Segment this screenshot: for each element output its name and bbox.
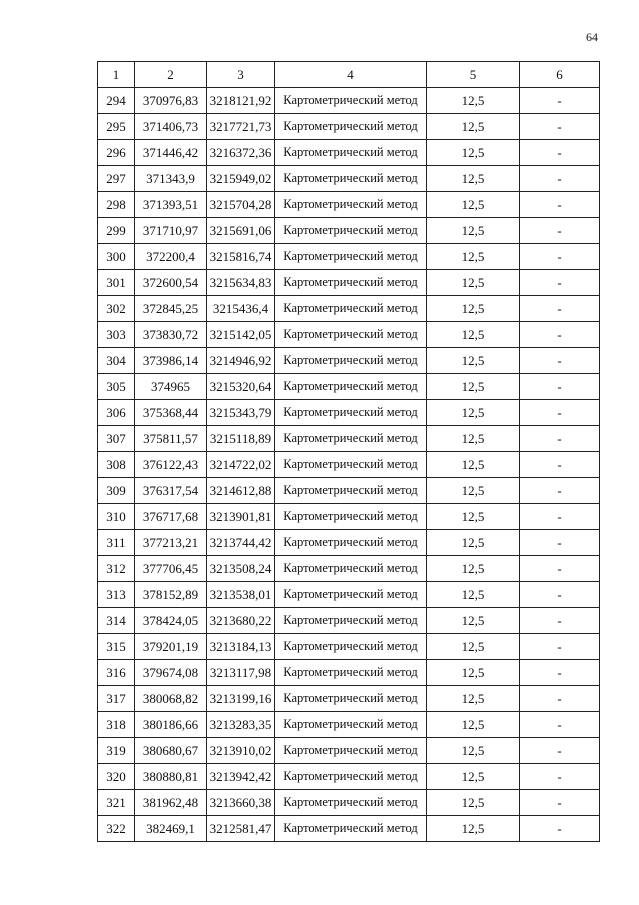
accuracy-cell: 12,5 xyxy=(427,270,520,296)
y-coordinate-cell: 3213660,38 xyxy=(207,790,275,816)
y-coordinate-cell: 3213910,02 xyxy=(207,738,275,764)
method-cell: Картометрический метод xyxy=(275,712,427,738)
accuracy-cell: 12,5 xyxy=(427,322,520,348)
accuracy-cell: 12,5 xyxy=(427,582,520,608)
accuracy-cell: 12,5 xyxy=(427,530,520,556)
accuracy-cell: 12,5 xyxy=(427,348,520,374)
table-row xyxy=(98,244,600,270)
note-cell: - xyxy=(520,634,600,660)
y-coordinate-cell: 3213508,24 xyxy=(207,556,275,582)
accuracy-cell: 12,5 xyxy=(427,88,520,114)
method-cell: Картометрический метод xyxy=(275,166,427,192)
x-coordinate-cell: 370976,83 xyxy=(135,88,207,114)
y-coordinate-cell: 3215118,89 xyxy=(207,426,275,452)
x-coordinate-cell: 371343,9 xyxy=(135,166,207,192)
x-coordinate-cell: 372600,54 xyxy=(135,270,207,296)
accuracy-cell: 12,5 xyxy=(427,296,520,322)
table-header-row xyxy=(98,62,600,88)
column-header: 3 xyxy=(207,62,275,88)
y-coordinate-cell: 3217721,73 xyxy=(207,114,275,140)
table-row xyxy=(98,712,600,738)
page-number: 64 xyxy=(586,30,598,44)
note-cell: - xyxy=(520,686,600,712)
x-coordinate-cell: 378424,05 xyxy=(135,608,207,634)
x-coordinate-cell: 381962,48 xyxy=(135,790,207,816)
note-cell: - xyxy=(520,374,600,400)
point-number-cell: 318 xyxy=(98,712,135,738)
x-coordinate-cell: 375368,44 xyxy=(135,400,207,426)
point-number-cell: 310 xyxy=(98,504,135,530)
note-cell: - xyxy=(520,218,600,244)
y-coordinate-cell: 3215949,02 xyxy=(207,166,275,192)
note-cell: - xyxy=(520,738,600,764)
y-coordinate-cell: 3214722,02 xyxy=(207,452,275,478)
x-coordinate-cell: 377213,21 xyxy=(135,530,207,556)
method-cell: Картометрический метод xyxy=(275,660,427,686)
table-row xyxy=(98,452,600,478)
table-row xyxy=(98,608,600,634)
accuracy-cell: 12,5 xyxy=(427,244,520,270)
table-row xyxy=(98,88,600,114)
note-cell: - xyxy=(520,608,600,634)
y-coordinate-cell: 3214612,88 xyxy=(207,478,275,504)
note-cell: - xyxy=(520,400,600,426)
y-coordinate-cell: 3213942,42 xyxy=(207,764,275,790)
note-cell: - xyxy=(520,114,600,140)
accuracy-cell: 12,5 xyxy=(427,660,520,686)
accuracy-cell: 12,5 xyxy=(427,114,520,140)
method-cell: Картометрический метод xyxy=(275,374,427,400)
accuracy-cell: 12,5 xyxy=(427,452,520,478)
method-cell: Картометрический метод xyxy=(275,244,427,270)
x-coordinate-cell: 373830,72 xyxy=(135,322,207,348)
y-coordinate-cell: 3213744,42 xyxy=(207,530,275,556)
accuracy-cell: 12,5 xyxy=(427,374,520,400)
note-cell: - xyxy=(520,816,600,842)
x-coordinate-cell: 376122,43 xyxy=(135,452,207,478)
point-number-cell: 312 xyxy=(98,556,135,582)
column-header: 2 xyxy=(135,62,207,88)
x-coordinate-cell: 379674,08 xyxy=(135,660,207,686)
note-cell: - xyxy=(520,270,600,296)
method-cell: Картометрический метод xyxy=(275,192,427,218)
point-number-cell: 305 xyxy=(98,374,135,400)
point-number-cell: 301 xyxy=(98,270,135,296)
accuracy-cell: 12,5 xyxy=(427,556,520,582)
method-cell: Картометрический метод xyxy=(275,218,427,244)
y-coordinate-cell: 3215634,83 xyxy=(207,270,275,296)
x-coordinate-cell: 376317,54 xyxy=(135,478,207,504)
note-cell: - xyxy=(520,426,600,452)
point-number-cell: 302 xyxy=(98,296,135,322)
x-coordinate-cell: 380880,81 xyxy=(135,764,207,790)
accuracy-cell: 12,5 xyxy=(427,218,520,244)
note-cell: - xyxy=(520,296,600,322)
x-coordinate-cell: 380068,82 xyxy=(135,686,207,712)
y-coordinate-cell: 3213538,01 xyxy=(207,582,275,608)
point-number-cell: 306 xyxy=(98,400,135,426)
y-coordinate-cell: 3213680,22 xyxy=(207,608,275,634)
accuracy-cell: 12,5 xyxy=(427,608,520,634)
accuracy-cell: 12,5 xyxy=(427,140,520,166)
table-row xyxy=(98,504,600,530)
note-cell: - xyxy=(520,582,600,608)
point-number-cell: 313 xyxy=(98,582,135,608)
table-row xyxy=(98,348,600,374)
x-coordinate-cell: 378152,89 xyxy=(135,582,207,608)
table-row xyxy=(98,270,600,296)
column-header: 6 xyxy=(520,62,600,88)
accuracy-cell: 12,5 xyxy=(427,738,520,764)
accuracy-cell: 12,5 xyxy=(427,192,520,218)
method-cell: Картометрический метод xyxy=(275,270,427,296)
point-number-cell: 314 xyxy=(98,608,135,634)
x-coordinate-cell: 373986,14 xyxy=(135,348,207,374)
table-row xyxy=(98,400,600,426)
y-coordinate-cell: 3213184,13 xyxy=(207,634,275,660)
method-cell: Картометрический метод xyxy=(275,322,427,348)
y-coordinate-cell: 3213283,35 xyxy=(207,712,275,738)
note-cell: - xyxy=(520,660,600,686)
table-body xyxy=(98,62,600,842)
point-number-cell: 321 xyxy=(98,790,135,816)
method-cell: Картометрический метод xyxy=(275,426,427,452)
point-number-cell: 303 xyxy=(98,322,135,348)
table-row xyxy=(98,192,600,218)
method-cell: Картометрический метод xyxy=(275,816,427,842)
note-cell: - xyxy=(520,556,600,582)
note-cell: - xyxy=(520,244,600,270)
column-header: 4 xyxy=(275,62,427,88)
table-row xyxy=(98,478,600,504)
note-cell: - xyxy=(520,790,600,816)
y-coordinate-cell: 3216372,36 xyxy=(207,140,275,166)
x-coordinate-cell: 371393,51 xyxy=(135,192,207,218)
point-number-cell: 299 xyxy=(98,218,135,244)
y-coordinate-cell: 3215142,05 xyxy=(207,322,275,348)
point-number-cell: 307 xyxy=(98,426,135,452)
table-row xyxy=(98,764,600,790)
accuracy-cell: 12,5 xyxy=(427,504,520,530)
accuracy-cell: 12,5 xyxy=(427,634,520,660)
table-row xyxy=(98,140,600,166)
method-cell: Картометрический метод xyxy=(275,686,427,712)
y-coordinate-cell: 3215320,64 xyxy=(207,374,275,400)
note-cell: - xyxy=(520,166,600,192)
point-number-cell: 298 xyxy=(98,192,135,218)
point-number-cell: 295 xyxy=(98,114,135,140)
table-row xyxy=(98,426,600,452)
y-coordinate-cell: 3214946,92 xyxy=(207,348,275,374)
method-cell: Картометрический метод xyxy=(275,790,427,816)
x-coordinate-cell: 380186,66 xyxy=(135,712,207,738)
method-cell: Картометрический метод xyxy=(275,634,427,660)
note-cell: - xyxy=(520,88,600,114)
x-coordinate-cell: 371446,42 xyxy=(135,140,207,166)
y-coordinate-cell: 3213117,98 xyxy=(207,660,275,686)
y-coordinate-cell: 3215691,06 xyxy=(207,218,275,244)
method-cell: Картометрический метод xyxy=(275,348,427,374)
x-coordinate-cell: 374965 xyxy=(135,374,207,400)
y-coordinate-cell: 3213901,81 xyxy=(207,504,275,530)
accuracy-cell: 12,5 xyxy=(427,426,520,452)
x-coordinate-cell: 375811,57 xyxy=(135,426,207,452)
table-row xyxy=(98,374,600,400)
point-number-cell: 320 xyxy=(98,764,135,790)
table-row xyxy=(98,530,600,556)
note-cell: - xyxy=(520,764,600,790)
table-row xyxy=(98,322,600,348)
y-coordinate-cell: 3215343,79 xyxy=(207,400,275,426)
point-number-cell: 322 xyxy=(98,816,135,842)
accuracy-cell: 12,5 xyxy=(427,712,520,738)
x-coordinate-cell: 371710,97 xyxy=(135,218,207,244)
point-number-cell: 317 xyxy=(98,686,135,712)
note-cell: - xyxy=(520,504,600,530)
accuracy-cell: 12,5 xyxy=(427,764,520,790)
note-cell: - xyxy=(520,712,600,738)
column-header: 5 xyxy=(427,62,520,88)
x-coordinate-cell: 379201,19 xyxy=(135,634,207,660)
y-coordinate-cell: 3215816,74 xyxy=(207,244,275,270)
y-coordinate-cell: 3215436,4 xyxy=(207,296,275,322)
accuracy-cell: 12,5 xyxy=(427,816,520,842)
table-row xyxy=(98,816,600,842)
method-cell: Картометрический метод xyxy=(275,738,427,764)
point-number-cell: 311 xyxy=(98,530,135,556)
x-coordinate-cell: 372200,4 xyxy=(135,244,207,270)
table-row xyxy=(98,296,600,322)
table-row xyxy=(98,686,600,712)
table-row xyxy=(98,114,600,140)
point-number-cell: 294 xyxy=(98,88,135,114)
method-cell: Картометрический метод xyxy=(275,478,427,504)
method-cell: Картометрический метод xyxy=(275,504,427,530)
point-number-cell: 297 xyxy=(98,166,135,192)
table-row xyxy=(98,660,600,686)
method-cell: Картометрический метод xyxy=(275,452,427,478)
table-row xyxy=(98,738,600,764)
point-number-cell: 315 xyxy=(98,634,135,660)
method-cell: Картометрический метод xyxy=(275,764,427,790)
y-coordinate-cell: 3213199,16 xyxy=(207,686,275,712)
point-number-cell: 296 xyxy=(98,140,135,166)
method-cell: Картометрический метод xyxy=(275,88,427,114)
x-coordinate-cell: 382469,1 xyxy=(135,816,207,842)
point-number-cell: 304 xyxy=(98,348,135,374)
note-cell: - xyxy=(520,348,600,374)
note-cell: - xyxy=(520,478,600,504)
point-number-cell: 300 xyxy=(98,244,135,270)
accuracy-cell: 12,5 xyxy=(427,686,520,712)
point-number-cell: 316 xyxy=(98,660,135,686)
method-cell: Картометрический метод xyxy=(275,114,427,140)
x-coordinate-cell: 371406,73 xyxy=(135,114,207,140)
x-coordinate-cell: 376717,68 xyxy=(135,504,207,530)
point-number-cell: 319 xyxy=(98,738,135,764)
method-cell: Картометрический метод xyxy=(275,140,427,166)
method-cell: Картометрический метод xyxy=(275,608,427,634)
note-cell: - xyxy=(520,452,600,478)
table-row xyxy=(98,218,600,244)
coordinates-table xyxy=(97,61,600,842)
note-cell: - xyxy=(520,530,600,556)
method-cell: Картометрический метод xyxy=(275,530,427,556)
method-cell: Картометрический метод xyxy=(275,400,427,426)
table-row xyxy=(98,634,600,660)
table-row xyxy=(98,166,600,192)
method-cell: Картометрический метод xyxy=(275,582,427,608)
accuracy-cell: 12,5 xyxy=(427,790,520,816)
x-coordinate-cell: 377706,45 xyxy=(135,556,207,582)
method-cell: Картометрический метод xyxy=(275,296,427,322)
accuracy-cell: 12,5 xyxy=(427,478,520,504)
column-header: 1 xyxy=(98,62,135,88)
x-coordinate-cell: 372845,25 xyxy=(135,296,207,322)
table-row xyxy=(98,556,600,582)
x-coordinate-cell: 380680,67 xyxy=(135,738,207,764)
point-number-cell: 308 xyxy=(98,452,135,478)
y-coordinate-cell: 3212581,47 xyxy=(207,816,275,842)
y-coordinate-cell: 3215704,28 xyxy=(207,192,275,218)
note-cell: - xyxy=(520,140,600,166)
accuracy-cell: 12,5 xyxy=(427,400,520,426)
y-coordinate-cell: 3218121,92 xyxy=(207,88,275,114)
point-number-cell: 309 xyxy=(98,478,135,504)
note-cell: - xyxy=(520,192,600,218)
table-row xyxy=(98,582,600,608)
note-cell: - xyxy=(520,322,600,348)
accuracy-cell: 12,5 xyxy=(427,166,520,192)
table-row xyxy=(98,790,600,816)
method-cell: Картометрический метод xyxy=(275,556,427,582)
